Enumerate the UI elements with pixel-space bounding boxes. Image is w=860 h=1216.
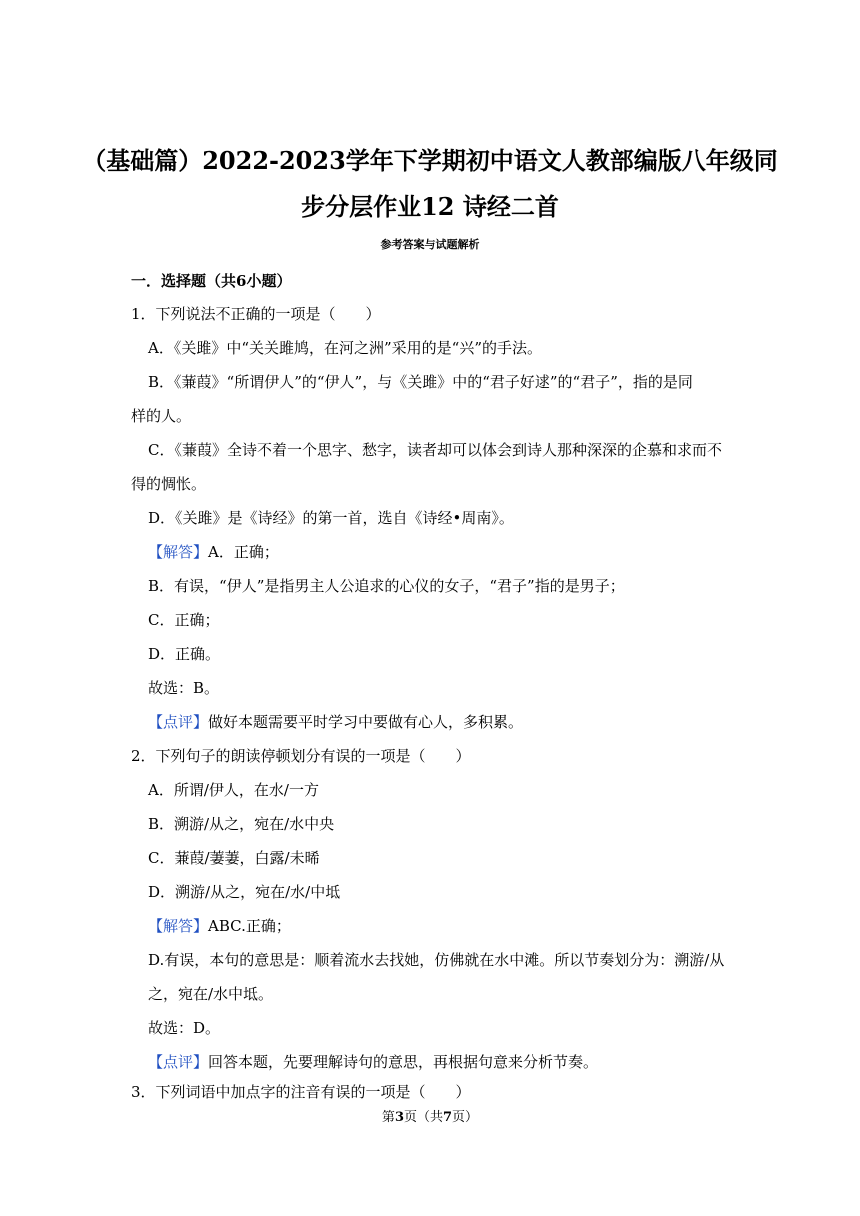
q1-choice: 故选：B。 bbox=[148, 679, 220, 697]
q1-option-d: D．《关雎》是《诗经》的第一首，选自《诗经•周南》。 bbox=[148, 509, 514, 527]
q2-comment bbox=[148, 1052, 598, 1072]
comment-tag: 【点评】 bbox=[148, 713, 209, 731]
q2-option-a: A．所谓/伊人，在水/一方 bbox=[148, 781, 319, 799]
q1-answer-d: D．正确。 bbox=[148, 645, 221, 663]
q1-answer-b: B．有误，“伊人”是指男主人公追求的心仪的女子，“君子”指的是男子； bbox=[148, 577, 625, 595]
q2-comment-text: 回答本题，先要理解诗句的意思，再根据句意来分析节奏。 bbox=[208, 1053, 599, 1071]
answer-tag: 【解答】 bbox=[148, 543, 209, 561]
comment-tag: 【点评】 bbox=[148, 1053, 209, 1071]
q2-answer-d-line1: D.有误，本句的意思是：顺着流水去找她，仿佛就在水中滩。所以节奏划分为：溯游/从 bbox=[148, 951, 725, 969]
q2-answer-abc bbox=[148, 916, 291, 936]
answer-tag: 【解答】 bbox=[148, 917, 209, 935]
page-footer bbox=[0, 1110, 860, 1126]
q1-option-a: A．《关雎》中“关关雎鸠，在河之洲”采用的是“兴”的手法。 bbox=[148, 339, 543, 357]
q1-answer-a-text: A．正确； bbox=[208, 543, 279, 561]
document-title-line2: 步分层作业12 诗经二首 bbox=[301, 192, 559, 221]
q1-answer-a bbox=[148, 542, 279, 562]
q3-stem: 3．下列词语中加点字的注音有误的一项是（ ） bbox=[131, 1083, 471, 1101]
footer-mid: 页（共 bbox=[403, 1110, 443, 1125]
q1-comment bbox=[148, 712, 523, 732]
q2-option-c: C．蒹葭/萋萋，白露/未晞 bbox=[148, 849, 320, 867]
q2-choice: 故选：D。 bbox=[148, 1019, 221, 1037]
q1-comment-text: 做好本题需要平时学习中要做有心人，多积累。 bbox=[208, 713, 524, 731]
footer-suffix: 页） bbox=[452, 1110, 479, 1125]
q2-option-b: B．溯游/从之，宛在/水中央 bbox=[148, 815, 335, 833]
footer-prefix: 第 bbox=[381, 1110, 395, 1125]
footer-total-pages: 7 bbox=[443, 1110, 453, 1125]
q2-answer-abc-text: ABC.正确； bbox=[208, 917, 291, 935]
section-heading: 一．选择题（共6小题） bbox=[131, 272, 292, 290]
q2-answer-d-line2: 之，宛在/水中坻。 bbox=[148, 985, 274, 1003]
q1-option-c-line2: 得的惆怅。 bbox=[131, 475, 207, 493]
q2-stem: 2．下列句子的朗读停顿划分有误的一项是（ ） bbox=[131, 747, 471, 765]
document-title-line1: （基础篇）2022-2023学年下学期初中语文人教部编版八年级同 bbox=[82, 146, 778, 175]
q1-option-b-line2: 样的人。 bbox=[131, 407, 192, 425]
q1-answer-c: C．正确； bbox=[148, 611, 220, 629]
q1-option-b-line1: B．《蒹葭》“所谓伊人”的“伊人”，与《关雎》中的“君子好逑”的“君子”，指的是同 bbox=[148, 373, 693, 391]
footer-page-number: 3 bbox=[394, 1110, 404, 1125]
q2-option-d: D．溯游/从之，宛在/水/中坻 bbox=[148, 883, 341, 901]
document-subtitle: 参考答案与试题解析 bbox=[380, 238, 480, 251]
q1-stem: 1．下列说法不正确的一项是（ ） bbox=[131, 305, 381, 323]
q1-option-c-line1: C．《蒹葭》全诗不着一个思字、愁字，读者却可以体会到诗人那种深深的企慕和求而不 bbox=[148, 441, 722, 459]
